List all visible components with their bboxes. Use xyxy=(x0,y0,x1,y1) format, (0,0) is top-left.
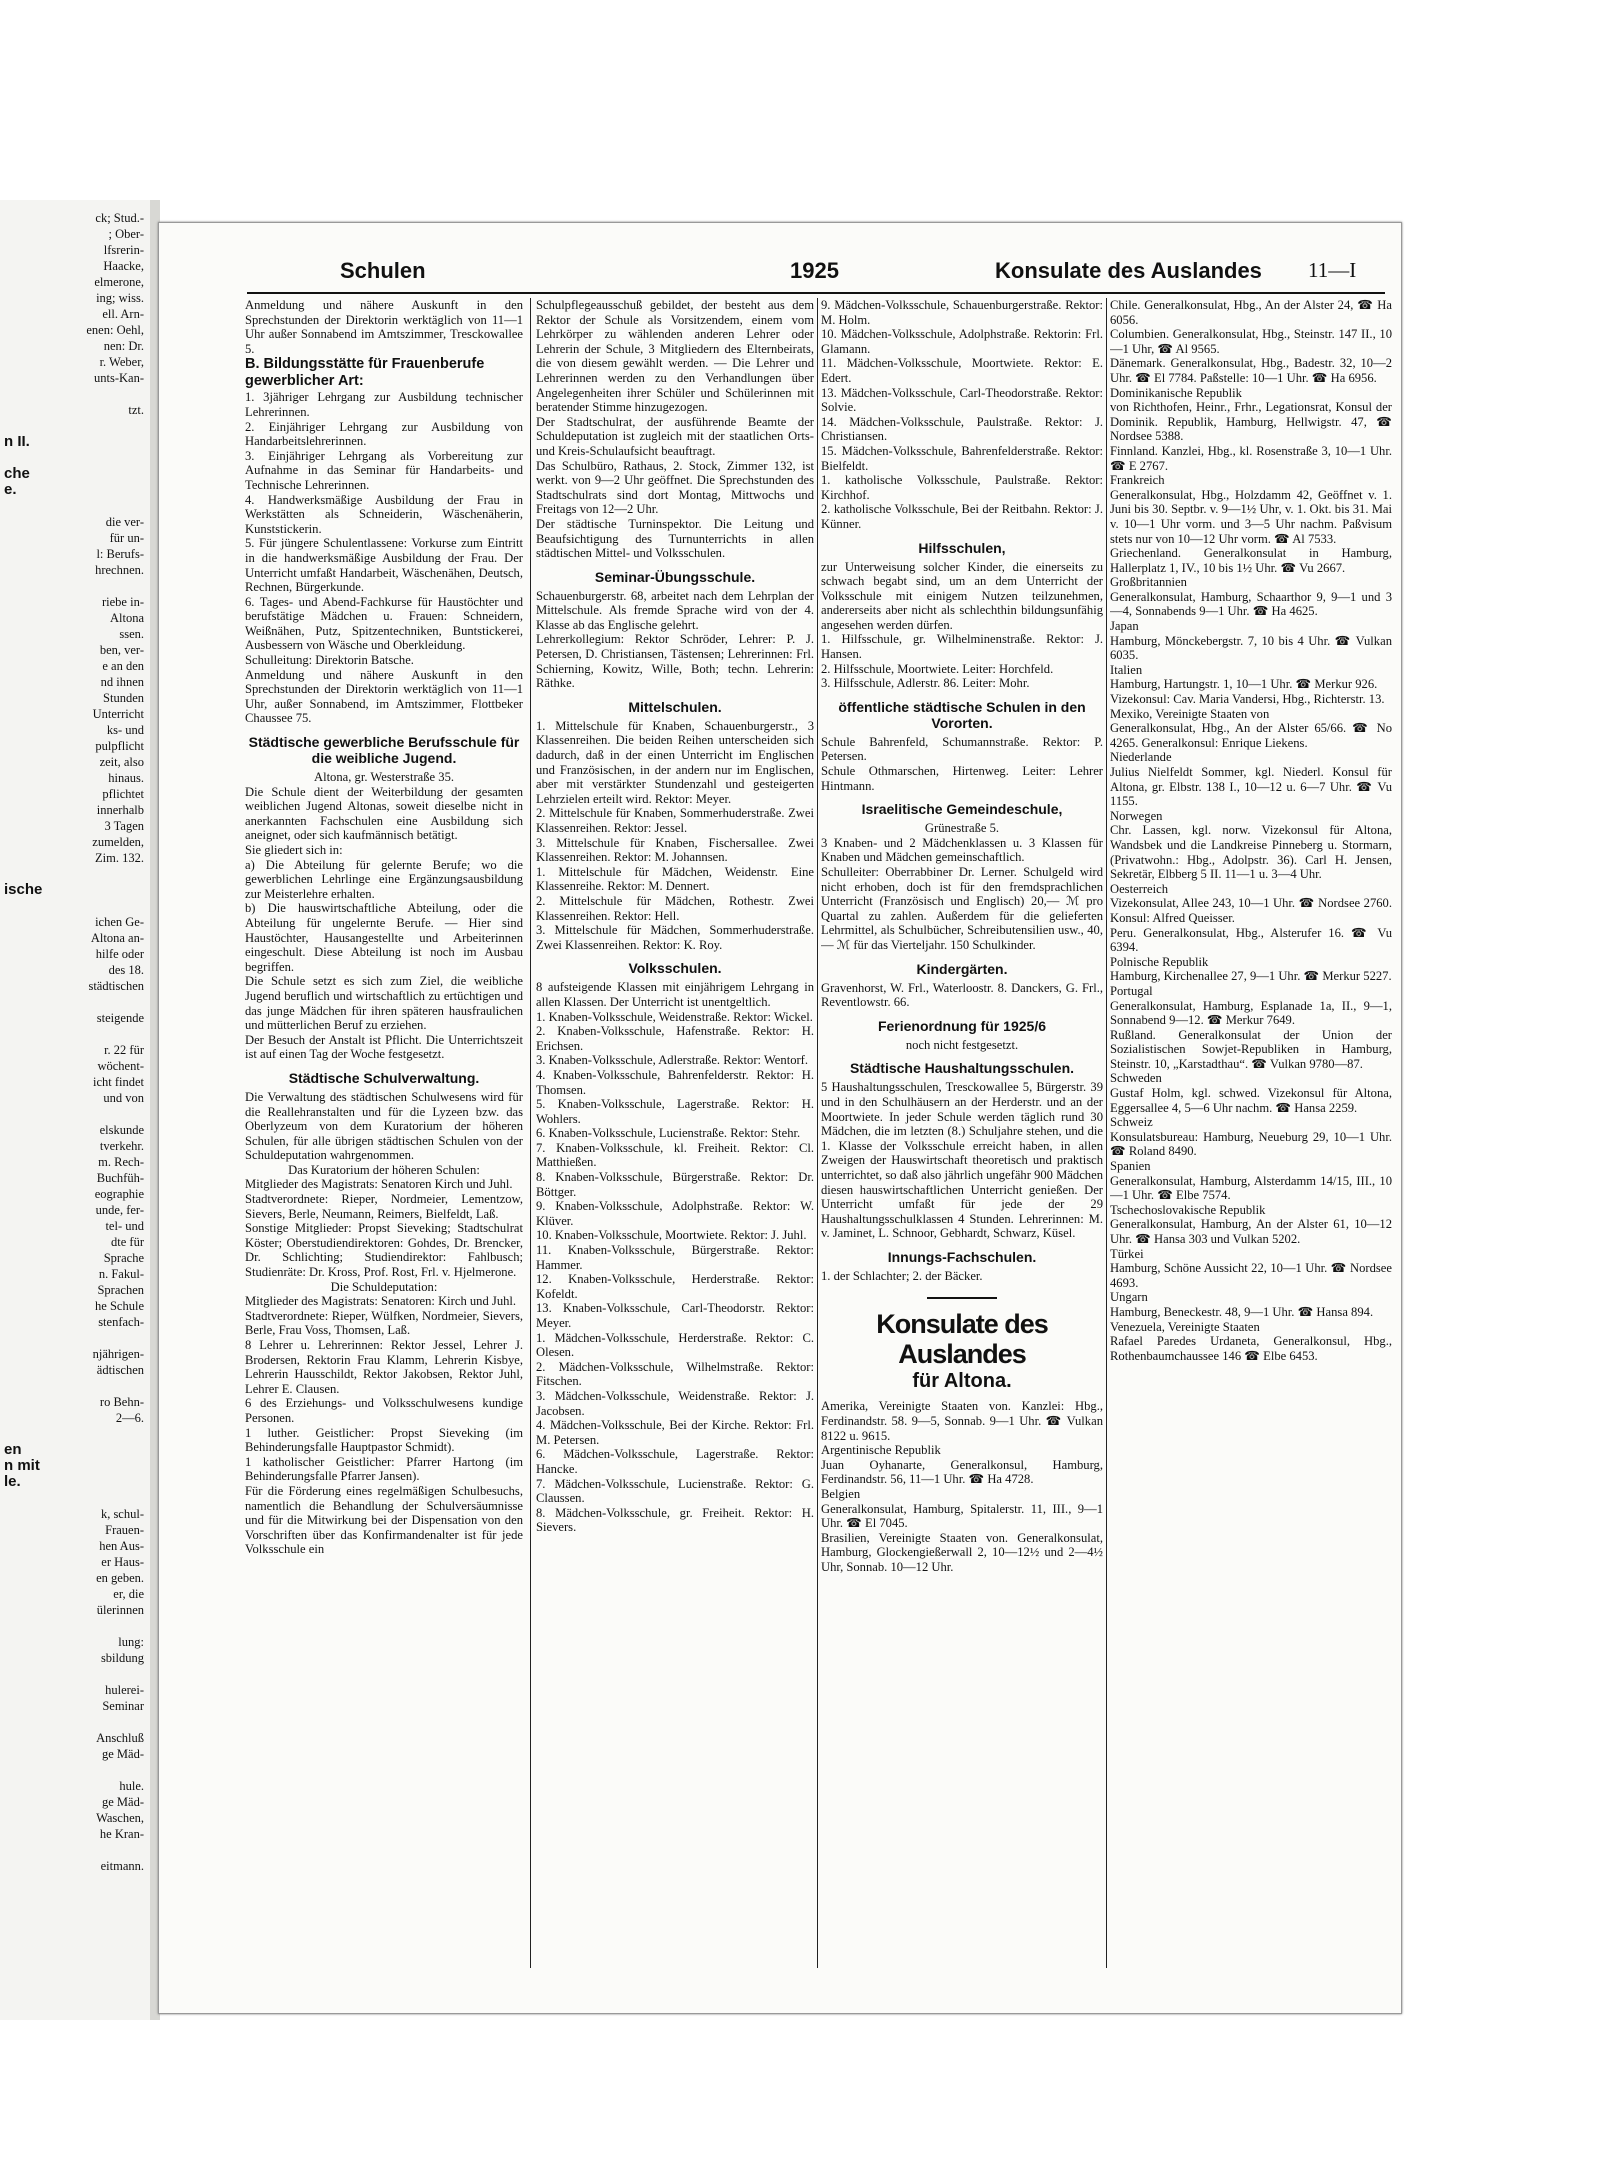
previous-page-line: ische xyxy=(4,882,43,898)
paragraph: Belgien xyxy=(821,1487,861,1502)
paragraph: Japan xyxy=(1110,619,1139,634)
header-year: 1925 xyxy=(790,258,839,283)
paragraph: 2. Mittelschule für Knaben, Sommerhuderstraße. Zwei Klassenreihen. Rektor: Jessel. xyxy=(536,806,814,835)
previous-page-line: zeit, also xyxy=(99,755,144,769)
previous-page-line xyxy=(4,1842,144,1858)
paragraph: Der Besuch der Anstalt ist Pflicht. Die Unterrichtszeit ist auf einen Tag der Woche festgesetzt. xyxy=(245,1032,523,1062)
paragraph: 6 des Erziehungs- und Volksschulwesens kundige Personen. xyxy=(245,1396,523,1425)
previous-page-line: Anschluß xyxy=(96,1731,144,1745)
paragraph: Lehrerkollegium: Rektor Schröder, Lehrer: P. J. Petersen, D. Christiansen, Tästensen; Lehrerinnen: Frl. Schierning, Kowitz, Wille, Both; techn. Lehrerin: Räthke. xyxy=(536,632,814,691)
previous-page-line: e an den xyxy=(102,659,144,673)
section-heading: Israelitische Gemeindeschule, xyxy=(861,801,1063,818)
previous-page-line: ben, ver- xyxy=(99,643,144,657)
previous-page-line: Sprachen xyxy=(97,1283,144,1297)
paragraph: Chr. Lassen, kgl. norw. Vizekonsul für Altona, Wandsbek und die Landkreise Pinneberg u. Stormarn, (Privatwohn.: Hbg., Adolpstr. 36). Carl H. Jensen, Sekretär, Elbberg 5 II. 11—1 u. 3—4 Uhr. xyxy=(1110,823,1392,882)
previous-page-line xyxy=(4,578,144,594)
previous-page-line: Seminar xyxy=(102,1699,144,1713)
paragraph: 3 Knaben- und 2 Mädchenklassen u. 3 Klassen für Knaben und Mädchen gemeinschaftlich. xyxy=(821,835,1103,865)
paragraph: 1. Mittelschule für Mädchen, Weidenstr. Eine Klassenreihe. Rektor: M. Dennert. xyxy=(536,864,814,894)
previous-page-text xyxy=(4,210,144,1874)
paragraph: 3. Mittelschule für Knaben, Fischersallee. Zwei Klassenreihen. Rektor: M. Johannsen. xyxy=(536,835,814,865)
paragraph: 7. Knaben-Volksschule, kl. Freiheit. Rektor: Cl. Matthießen. xyxy=(536,1140,814,1170)
paragraph: 4. Handwerksmäßige Ausbildung der Frau in Werkstätten als Schneiderin, Wäschenäherin, Kunststickerin. xyxy=(245,492,523,536)
paragraph: Schulleiter: Oberrabbiner Dr. Lerner. Schulgeld wird nicht erhoben, doch ist für den fremdsprachlichen Unterricht (Französisch und Englisch) 20,— ℳ pro Quartal zu zahlen. Außerdem für die gelieferten Lehrmittel, als Schulbücher, Schreibutensilien usw., 40,— ℳ für das Vierteljahr. 150 Schulkinder. xyxy=(821,865,1103,952)
paragraph: 7. Mädchen-Volksschule, Lucienstraße. Rektor: G. Claussen. xyxy=(536,1476,814,1506)
paragraph: 2. Knaben-Volksschule, Hafenstraße. Rektor: H. Erichsen. xyxy=(536,1024,814,1053)
previous-page-line: Frauen- xyxy=(105,1523,144,1537)
section-heading: Städtische gewerbliche Berufsschule für die weibliche Jugend. xyxy=(248,734,520,767)
previous-page-line xyxy=(4,1714,144,1730)
previous-page-line: Buchfüh- xyxy=(96,1171,144,1185)
previous-page-line: enen: Oehl, xyxy=(86,323,144,337)
previous-page-line: Unterricht xyxy=(92,707,144,721)
paragraph: zur Unterweisung solcher Kinder, die einerseits zu schwach begabt sind, um an dem Unterricht der Volksschule mit einigem Nutzen teilzunehmen, andererseits aber nicht als schlechthin bildungsunfähig angesehen werden dürfen. xyxy=(821,559,1103,632)
previous-page-line: nen: Dr. xyxy=(103,339,144,353)
paragraph: Generalkonsulat, Hamburg, Alsterdamm 14/15, III., 10—1 Uhr. ☎ Elbe 7574. xyxy=(1110,1173,1392,1203)
paragraph: Anmeldung und nähere Auskunft in den Sprechstunden der Direktorin werktäglich von 11—1 Uhr außer Sonnabend im Amtszimmer, Tresckowallee 5. xyxy=(245,298,523,356)
column-divider xyxy=(817,298,818,1968)
previous-page-line: des 18. xyxy=(108,963,144,977)
previous-page-line: sbildung xyxy=(100,1651,144,1665)
paragraph: 3. Knaben-Volksschule, Adlerstraße. Rektor: Wentorf. xyxy=(536,1053,809,1068)
header-rule xyxy=(247,292,1385,294)
paragraph: Die Verwaltung des städtischen Schulwesens wird für die Reallehranstalten und für die Lyzeen bzw. das Oberlyzeum von dem Kuratorium der höheren Schulen, für alle übrigen städtischen Schulen von der Schuldeputation wahrgenommen. xyxy=(245,1089,523,1163)
column-2 xyxy=(536,298,814,1978)
paragraph: Dominikanische Republik xyxy=(1110,385,1242,400)
paragraph: Chile. Generalkonsulat, Hbg., An der Alster 24, ☎ Ha 6056. xyxy=(1110,298,1392,327)
previous-page-line xyxy=(4,898,144,914)
paragraph: 14. Mädchen-Volksschule, Paulstraße. Rektor: J. Christiansen. xyxy=(821,414,1103,444)
previous-page-line: lfsrerin- xyxy=(103,243,144,257)
centered-line: Das Kuratorium der höheren Schulen: xyxy=(288,1162,480,1177)
paragraph: Generalkonsulat, Hamburg, An der Alster 61, 10—12 Uhr. ☎ Hansa 303 und Vulkan 5202. xyxy=(1110,1217,1392,1246)
paragraph: Sie gliedert sich in: xyxy=(245,843,343,857)
paragraph: 11. Mädchen-Volksschule, Moortwiete. Rektor: E. Edert. xyxy=(821,356,1103,385)
paragraph: 1 katholischer Geistlicher: Pfarrer Hartong (im Behinderungsfalle Pfarrer Jansen). xyxy=(245,1454,523,1484)
previous-page-line xyxy=(4,1762,144,1778)
previous-page-line: er, die xyxy=(113,1587,144,1601)
paragraph: Julius Nielfeldt Sommer, kgl. Niederl. Konsul für Altona, gr. Elbstr. 138 I., 10—12 u. 6—7 Uhr. ☎ Vu 1155. xyxy=(1110,765,1392,809)
paragraph: 8. Knaben-Volksschule, Bürgerstraße. Rektor: Dr. Böttger. xyxy=(536,1170,814,1199)
paragraph: 3. Mittelschule für Mädchen, Sommerhuderstraße. Zwei Klassenreihen. Rektor: K. Roy. xyxy=(536,923,814,952)
previous-page-line: m. Rech- xyxy=(98,1155,144,1169)
previous-page-line: hinaus. xyxy=(108,771,144,785)
paragraph: 4. Mädchen-Volksschule, Bei der Kirche. Rektor: Frl. M. Petersen. xyxy=(536,1418,814,1447)
paragraph: Mitglieder des Magistrats: Senatoren Kirch und Juhl. xyxy=(245,1177,513,1192)
paragraph: Schweiz xyxy=(1110,1115,1153,1130)
paragraph: Rußland. Generalkonsulat der Union der Sozialistischen Sowjet-Republiken in Hamburg, Steinstr. 10, „Karstadthau“. ☎ Vulkan 9780—87. xyxy=(1110,1027,1392,1071)
paragraph: Konsulatsbureau: Hamburg, Neueburg 29, 10—1 Uhr. ☎ Roland 8490. xyxy=(1110,1129,1392,1159)
previous-page-line: ge Mäd- xyxy=(102,1795,144,1809)
previous-page-line: ge Mäd- xyxy=(102,1747,144,1761)
paragraph: Argentinische Republik xyxy=(821,1443,941,1458)
previous-page-line: städtischen xyxy=(88,979,144,993)
centered-line: Die Schuldeputation: xyxy=(330,1279,438,1294)
paragraph: 10. Mädchen-Volksschule, Adolphstraße. Rektorin: Frl. Glamann. xyxy=(821,327,1103,356)
previous-page-line: hilfe oder xyxy=(95,947,144,961)
paragraph: Hamburg, Hartungstr. 1, 10—1 Uhr. ☎ Merkur 926. xyxy=(1110,677,1378,692)
previous-page-line: ing; wiss. xyxy=(96,291,144,305)
paragraph: von Richthofen, Heinr., Frhr., Legationsrat, Konsul der Dominik. Republik, Hamburg, Hellwigstr. 47, ☎ Nordsee 5388. xyxy=(1110,400,1392,444)
paragraph: Hamburg, Schöne Aussicht 22, 10—1 Uhr. ☎ Nordsee 4693. xyxy=(1110,1261,1392,1290)
previous-page-line: hule. xyxy=(119,1779,144,1793)
previous-page-line: hulerei- xyxy=(105,1683,144,1697)
previous-page-line: icht findet xyxy=(92,1075,144,1089)
paragraph: 1 luther. Geistlicher: Propst Sieveking (im Behinderungsfalle Hauptpastor Schmidt). xyxy=(245,1425,523,1455)
previous-page-line: r. Weber, xyxy=(99,355,144,369)
previous-page-line: elmerone, xyxy=(94,275,144,289)
paragraph: Großbritannien xyxy=(1110,575,1187,590)
previous-page-line: steigende xyxy=(96,1011,144,1025)
paragraph: 1. katholische Volksschule, Paulstraße. Rektor: Kirchhof. xyxy=(821,473,1103,502)
paragraph: 11. Knaben-Volksschule, Bürgerstraße. Rektor: Hammer. xyxy=(536,1243,814,1272)
paragraph: Amerika, Vereinigte Staaten von. Kanzlei: Hbg., Ferdinandstr. 58. 9—5, Sonnab. 9—1 Uhr. ☎ Vulkan 8122 u. 9615. xyxy=(821,1399,1103,1443)
paragraph: 1. der Schlachter; 2. der Bäcker. xyxy=(821,1268,983,1283)
previous-page-line xyxy=(4,994,144,1010)
column-1 xyxy=(245,298,523,1978)
section-heading: Hilfsschulen, xyxy=(918,539,1006,556)
previous-page-line xyxy=(4,1426,144,1442)
paragraph: b) Die hauswirtschaftliche Abteilung, oder die Abteilung für ungelernte Berufe. — Hier sind Haustöchter, Hausangestellte und Arbeiterinnen eingeschult. Diese Abteilung ist noch im Ausbau begriffen. xyxy=(245,901,523,974)
previous-page-line xyxy=(4,1026,144,1042)
paragraph: Frankreich xyxy=(1110,473,1165,488)
previous-page-line: ck; Stud.- xyxy=(95,211,144,225)
column-4 xyxy=(1110,298,1392,1978)
previous-page-line: eitmann. xyxy=(100,1859,144,1873)
centered-line: Grünestraße 5. xyxy=(924,821,1000,836)
section-heading: Mittelschulen. xyxy=(628,698,722,715)
previous-page-line: 2—6. xyxy=(115,1411,144,1425)
paragraph: Oesterreich xyxy=(1110,881,1169,896)
paragraph: Der städtische Turninspektor. Die Leitung und Beaufsichtigung des Turnunterrichts in allen städtischen Mittel- und Volksschulen. xyxy=(536,516,814,561)
previous-page-line: wöchent- xyxy=(97,1059,144,1073)
paragraph: Schule Bahrenfeld, Schumannstraße. Rektor: P. Petersen. xyxy=(821,734,1103,764)
previous-page-line: Haacke, xyxy=(103,259,144,273)
previous-page-line: ell. Arn- xyxy=(102,307,144,321)
previous-page-line: che xyxy=(4,466,30,482)
previous-page-line xyxy=(4,498,144,514)
previous-page-line: tel- und xyxy=(105,1219,144,1233)
paragraph: Schule Othmarschen, Hirtenweg. Leiter: Lehrer Hintmann. xyxy=(821,764,1103,793)
section-heading: Seminar-Übungsschule. xyxy=(594,568,756,585)
previous-page-line: er Haus- xyxy=(101,1555,144,1569)
previous-page-line: die ver- xyxy=(105,515,144,529)
paragraph: 12. Knaben-Volksschule, Herderstraße. Rektor: Kofeldt. xyxy=(536,1272,814,1301)
previous-page-line: riebe in- xyxy=(102,595,144,609)
paragraph: Sonstige Mitglieder: Propst Sieveking; Stadtschulrat Köster; Oberstudiendirektoren: Gohdes, Dr. Brencker, Dr. Schlichting; Studiendirektor: Fahlbusch; Studienräte: Dr. Kross, Prof. Rost, Frl. v. Hjelmerone. xyxy=(245,1221,523,1280)
previous-page-line: ; Ober- xyxy=(108,227,144,241)
paragraph: Dänemark. Generalkonsulat, Hbg., Badestr. 32, 10—2 Uhr. ☎ El 7784. Paßstelle: 10—1 Uhr. ☎ Ha 6956. xyxy=(1110,356,1392,385)
centered-line: noch nicht festgesetzt. xyxy=(905,1037,1019,1052)
paragraph: Generalkonsulat, Hamburg, Schaarthor 9, 9—1 und 3—4, Sonnabends 9—1 Uhr. ☎ Ha 4625. xyxy=(1110,589,1392,619)
previous-page-line: ro Behn- xyxy=(99,1395,144,1409)
column-divider xyxy=(530,298,531,1968)
previous-page-line: tzt. xyxy=(128,403,144,417)
previous-page-line: Zim. 132. xyxy=(95,851,144,865)
paragraph: Finnland. Kanzlei, Hbg., kl. Rosenstraße 3, 10—1 Uhr. ☎ E 2767. xyxy=(1110,443,1392,473)
paragraph: Hamburg, Beneckestr. 48, 9—1 Uhr. ☎ Hansa 894. xyxy=(1110,1304,1374,1319)
paragraph: 3. Mädchen-Volksschule, Weidenstraße. Rektor: J. Jacobsen. xyxy=(536,1388,814,1418)
previous-page-line: he Schule xyxy=(95,1299,144,1313)
paragraph: Anmeldung und nähere Auskunft in den Sprechstunden der Direktorin werktäglich von 11—1 Uhr, außer Sonnabend, im Amtszimmer, Flottbeker Chaussee 75. xyxy=(245,667,523,726)
previous-page-line: Altona an- xyxy=(90,931,144,945)
paragraph: Niederlande xyxy=(1110,750,1172,765)
previous-page-line: e. xyxy=(4,482,17,498)
paragraph: Die Schule dient der Weiterbildung der gesamten weiblichen Jugend Altonas, soweit dieselbe nicht in anerkannten Fachschulen eine Ausbildung sich aneignet, oder sich kaufmännisch betätigt. xyxy=(245,784,523,843)
paragraph: Generalkonsulat, Hbg., Holzdamm 42, Geöffnet v. 1. Juni bis 30. Septbr. v. 9—1½ Uhr, v. 1. Okt. bis 31. Mai v. 10—1 Uhr vorm. und 3—5 Uhr nachm. Paßvisum stets nur von 10—12 Uhr vorm. ☎ Al 7533. xyxy=(1110,487,1392,546)
previous-page-line xyxy=(4,1378,144,1394)
paragraph: Juan Oyhanarte, Generalkonsul, Hamburg, Ferdinandstr. 56, 11—1 Uhr. ☎ Ha 4728. xyxy=(821,1457,1103,1487)
paragraph: 15. Mädchen-Volksschule, Bahrenfelderstraße. Rektor: Bielfeldt. xyxy=(821,443,1103,473)
paragraph: Die Schule setzt es sich zum Ziel, die weibliche Jugend beruflich und wirtschaftlich zu ertüchtigen und das junge Mädchen für ihren späteren hausfraulichen und mütterlichen Beruf zu erziehen. xyxy=(245,974,523,1033)
previous-page-line: ädtischen xyxy=(96,1363,144,1377)
bold-heading: B. Bildungsstätte für Frauenberufe gewerblicher Art: xyxy=(245,356,485,390)
previous-page-line: unde, fer- xyxy=(95,1203,144,1217)
previous-page-line xyxy=(4,1330,144,1346)
previous-page-line: unts-Kan- xyxy=(94,371,144,385)
previous-page-line: n. Fakul- xyxy=(98,1267,144,1281)
previous-page-line: Altona xyxy=(109,611,144,625)
paragraph: Schulleitung: Direktorin Batsche. xyxy=(245,653,414,668)
previous-page-line: ssen. xyxy=(119,627,144,641)
paragraph: Mitglieder des Magistrats: Senatoren: Kirch und Juhl. xyxy=(245,1294,517,1309)
paragraph: 2. Mittelschule für Mädchen, Rothestr. Zwei Klassenreihen. Rektor: Hell. xyxy=(536,893,814,923)
paragraph: a) Die Abteilung für gelernte Berufe; wo die gewerblichen Lehrlinge eine Ergänzungsausbildung zur Meisterlehre erhalten. xyxy=(245,857,523,901)
previous-page-line: dte für xyxy=(111,1235,144,1249)
paragraph: Für die Förderung eines regelmäßigen Schulbesuchs, namentlich die Behandlung der Schulversäumnisse und für die Mitwirkung bei der Dispensation von den Vorschriften über das Konfirmandenalter ist für jede Volksschule ein xyxy=(245,1483,523,1557)
column-divider xyxy=(1106,298,1107,1968)
paragraph: 8 aufsteigende Klassen mit einjährigem Lehrgang in allen Klassen. Der Unterricht ist unentgeltlich. xyxy=(536,980,814,1009)
paragraph: Generalkonsulat, Hamburg, Spitalerstr. 11, III., 9—1 Uhr. ☎ El 7045. xyxy=(821,1501,1103,1531)
paragraph: Spanien xyxy=(1110,1159,1151,1174)
previous-page-line: Sprache xyxy=(103,1251,144,1265)
previous-page-line xyxy=(4,386,144,402)
previous-page-line: Stunden xyxy=(103,691,144,705)
paragraph: Schauenburgerstr. 68, arbeitet nach dem Lehrplan der Mittelschule. Als fremde Sprache wird von der 4. Klasse ab das Englische gelehrt. xyxy=(536,588,814,632)
paragraph: Generalkonsulat, Hbg., An der Alster 65/66. ☎ No 4265. Generalkonsul: Enrique Liekens. xyxy=(1110,721,1392,750)
previous-page-line: pulpflicht xyxy=(95,739,144,753)
previous-page-line: njährigen- xyxy=(92,1347,144,1361)
paragraph: 8 Lehrer u. Lehrerinnen: Rektor Jessel, Lehrer J. Brodersen, Rektorin Frau Klamm, Lehrerin Kisbye, Lehrerin Hausschildt, Rektor Jakobsen, Rektor Juhl, Lehrer E. Clausen. xyxy=(245,1338,523,1396)
previous-page-line: zumelden, xyxy=(92,835,144,849)
section-title: Konsulate des Auslandes xyxy=(876,1309,1048,1370)
previous-page-line xyxy=(4,1106,144,1122)
previous-page-line: en xyxy=(4,1442,22,1458)
header-section-left: Schulen xyxy=(340,258,426,283)
paragraph: 8. Mädchen-Volksschule, gr. Freiheit. Rektor: H. Sievers. xyxy=(536,1505,814,1535)
paragraph: 1. 3jähriger Lehrgang zur Ausbildung technischer Lehrerinnen. xyxy=(245,390,523,419)
previous-page-line: le. xyxy=(4,1474,21,1490)
section-subtitle: für Altona. xyxy=(912,1370,1012,1393)
previous-page-line: hen Aus- xyxy=(99,1539,144,1553)
previous-page-line xyxy=(4,450,144,466)
previous-page-line: pflichtet xyxy=(102,787,144,801)
previous-page-line: innerhalb xyxy=(96,803,144,817)
previous-page-line: Waschen, xyxy=(96,1811,144,1825)
paragraph: Vizekonsul: Cav. Maria Vandersi, Hbg., Richterstr. 13. xyxy=(1110,692,1385,707)
paragraph: Portugal xyxy=(1110,983,1153,998)
paragraph: 13. Mädchen-Volksschule, Carl-Theodorstraße. Rektor: Solvie. xyxy=(821,385,1103,415)
paragraph: Venezuela, Vereinigte Staaten xyxy=(1110,1319,1260,1334)
previous-page-line xyxy=(4,1666,144,1682)
previous-page-line: elskunde xyxy=(99,1123,144,1137)
paragraph: Columbien. Generalkonsulat, Hbg., Steinstr. 147 II., 10—1 Uhr, ☎ Al 9565. xyxy=(1110,327,1392,356)
paragraph: Tschechoslovakische Republik xyxy=(1110,1202,1266,1217)
paragraph: Schulpflegeausschuß gebildet, der besteht aus dem Rektor der Schule als Vorsitzendem, einem vom Lehrkörper zu wählenden anderen Lehrer oder Lehrerin der Schule, 3 Mitgliedern des Elternbeirats, die von diesem gewählt werden. — Die Lehrer und Lehrerinnen werden zu den Verhandlungen über Angelegenheiten ihrer Schüler und Schülerinnen mit beratender Stimme hinzugezogen. xyxy=(536,298,814,415)
paragraph: Norwegen xyxy=(1110,808,1163,823)
previous-page-line: he Kran- xyxy=(99,1827,144,1841)
paragraph: Mexiko, Vereinigte Staaten von xyxy=(1110,706,1270,721)
paragraph: 10. Knaben-Volksschule, Moortwiete. Rektor: J. Juhl. xyxy=(536,1228,807,1243)
paragraph: Der Stadtschulrat, der ausführende Beamte der Schuldeputation ist zugleich mit der staatlichen Orts- und Kreis-Schulaufsicht beauftragt. xyxy=(536,414,814,458)
previous-page-line xyxy=(4,1618,144,1634)
paragraph: 6. Tages- und Abend-Fachkurse für Haustöchter und berufstätige Mädchen u. Frauen: Schneidern, Weißnähen, Putz, Spitzentechniken, Buntstickerei, Ausbessern von Wäsche und Oberkleidung. xyxy=(245,594,523,653)
paragraph: Das Schulbüro, Rathaus, 2. Stock, Zimmer 132, ist werkt. von 9—2 Uhr geöffnet. Die Sprechstunden des Stadtschulrats sind dort Montag, Mittwochs und Freitags von 12—2 Uhr. xyxy=(536,458,814,517)
previous-page-line: und von xyxy=(103,1091,144,1105)
paragraph: 6. Knaben-Volksschule, Lucienstraße. Rektor: Stehr. xyxy=(536,1126,801,1141)
paragraph: 3. Hilfsschule, Adlerstr. 86. Leiter: Mohr. xyxy=(821,676,1030,691)
previous-page-line: ichen Ge- xyxy=(95,915,144,929)
paragraph: 13. Knaben-Volksschule, Carl-Theodorstr. Rektor: Meyer. xyxy=(536,1301,814,1330)
section-heading: Ferienordnung für 1925/6 xyxy=(877,1017,1047,1034)
previous-page-line: r. 22 für xyxy=(104,1043,144,1057)
paragraph: 4. Knaben-Volksschule, Bahrenfelderstr. Rektor: H. Thomsen. xyxy=(536,1067,814,1097)
paragraph: 3. Einjähriger Lehrgang als Vorbereitung zur Aufnahme in das Seminar für Handarbeits- und Technische Lehrerinnen. xyxy=(245,448,523,492)
previous-page-line: 3 Tagen xyxy=(104,819,144,833)
paragraph: Griechenland. Generalkonsulat in Hamburg, Hallerplatz 1, IV., 10 bis 1½ Uhr. ☎ Vu 2667. xyxy=(1110,546,1392,575)
paragraph: 2. Einjähriger Lehrgang zur Ausbildung von Handarbeitslehrerinnen. xyxy=(245,419,523,449)
section-heading: Innungs-Fachschulen. xyxy=(887,1248,1037,1265)
previous-page-line: l: Berufs- xyxy=(96,547,144,561)
paragraph: Türkei xyxy=(1110,1246,1144,1261)
paragraph: 2. Hilfsschule, Moortwiete. Leiter: Horchfeld. xyxy=(821,661,1054,676)
paragraph: Schweden xyxy=(1110,1071,1162,1086)
section-separator xyxy=(927,1297,997,1299)
page-header xyxy=(300,258,1390,294)
previous-page-line: lung: xyxy=(118,1635,144,1649)
paragraph: 9. Knaben-Volksschule, Adolphstraße. Rektor: W. Klüver. xyxy=(536,1199,814,1228)
paragraph: 1. Mittelschule für Knaben, Schauenburgerstr., 3 Klassenreihen. Die beiden Reihen unterscheiden sich dadurch, daß in der einen Unterricht im Englischen und Französischen, in der andern nur im Englischen, aber mit verstärkter Stundenzahl und gesteigerten Lehrzielen erteilt wird. Rektor: Meyer. xyxy=(536,718,814,806)
previous-page-line: hrechnen. xyxy=(95,563,144,577)
paragraph: 6. Mädchen-Volksschule, Lagerstraße. Rektor: Hancke. xyxy=(536,1447,814,1476)
previous-page-line: für un- xyxy=(109,531,144,545)
section-heading: Volksschulen. xyxy=(628,960,722,977)
paragraph: 2. Mädchen-Volksschule, Wilhelmstraße. Rektor: Fitschen. xyxy=(536,1359,814,1389)
paragraph: 2. katholische Volksschule, Bei der Reitbahn. Rektor: J. Künner. xyxy=(821,502,1103,531)
previous-page-edge xyxy=(0,200,153,2020)
previous-page-line: k, schul- xyxy=(100,1507,144,1521)
paragraph: Brasilien, Vereinigte Staaten von. Generalkonsulat, Hamburg, Glockengießerwall 2, 10—12½ und 2—4½ Uhr, Sonnab. 10—12 Uhr. xyxy=(821,1530,1103,1574)
paragraph: Generalkonsulat, Hamburg, Esplanade 1a, II., 9—1, Sonnabend 9—12. ☎ Merkur 7649. xyxy=(1110,998,1392,1028)
section-heading: Städtische Haushaltungsschulen. xyxy=(849,1060,1075,1077)
centered-line: Altona, gr. Westerstraße 35. xyxy=(313,770,455,785)
previous-page-line xyxy=(4,866,144,882)
header-section-right: Konsulate des Auslandes xyxy=(995,258,1262,283)
previous-page-line: en geben. xyxy=(96,1571,144,1585)
previous-page-line: ks- und xyxy=(106,723,144,737)
previous-page-line xyxy=(4,1490,144,1506)
paragraph: Polnische Republik xyxy=(1110,954,1209,969)
paragraph: 9. Mädchen-Volksschule, Schauenburgerstraße. Rektor: M. Holm. xyxy=(821,298,1103,327)
section-heading: öffentliche städtische Schulen in den Vororten. xyxy=(838,698,1086,731)
paragraph: 1. Hilfsschule, gr. Wilhelminenstraße. Rektor: J. Hansen. xyxy=(821,632,1103,662)
paragraph: Italien xyxy=(1110,662,1143,677)
paragraph: Vizekonsulat, Allee 243, 10—1 Uhr. ☎ Nordsee 2760. Konsul: Alfred Queisser. xyxy=(1110,896,1392,925)
previous-page-line: n mit xyxy=(4,1458,40,1474)
paragraph: Stadtverordnete: Rieper, Wülfken, Nordmeier, Sievers, Berle, Frau Voss, Thomsen, Laß. xyxy=(245,1308,523,1338)
paragraph: Peru. Generalkonsulat, Hbg., Alsterufer 16. ☎ Vu 6394. xyxy=(1110,925,1392,955)
paragraph: 1. Knaben-Volksschule, Weidenstraße. Rektor: Wickel. xyxy=(536,1009,813,1024)
paragraph: 5 Haushaltungsschulen, Tresckowallee 5, Bürgerstr. 39 und in den Schulhäusern an der Herderstr. und an der Moortwiete. In jeder Schule werden täglich rund 30 Mädchen, die im letzten (8.) Schuljahre stehen, und die 1. Klasse der Volksschule erreicht haben, in allen Zweigen der Hauswirtschaft theoretisch und praktisch unterrichtet, so daß also jährlich ungefähr 900 Mädchen diesen hauswirtschaftlichen Unterricht genießen. Der Unterricht umfaßt für jede der 29 Haushaltungsschulklassen 4 Stunden. Lehrerinnen: M. v. Jaminet, L. Schnoor, Gebhardt, Schwarz, Küsel. xyxy=(821,1080,1103,1241)
section-heading: Kindergärten. xyxy=(916,960,1008,977)
previous-page-line xyxy=(4,418,144,434)
paragraph: Ungarn xyxy=(1110,1290,1148,1305)
previous-page-line: n II. xyxy=(4,434,30,450)
section-heading: Städtische Schulverwaltung. xyxy=(288,1069,480,1086)
previous-page-line: tverkehr. xyxy=(99,1139,144,1153)
paragraph: Gustaf Holm, kgl. schwed. Vizekonsul für Altona, Eggersallee 4, 5—6 Uhr nachm. ☎ Hansa 2259. xyxy=(1110,1086,1392,1115)
paragraph: 5. Für jüngere Schulentlassene: Vorkurse zum Eintritt in die handwerksmäßige Ausbildung der Frau. Der Unterricht umfaßt Handarbeit, Wäschenähen, Deutsch, Rechnen, Bürgerkunde. xyxy=(245,536,523,595)
column-3 xyxy=(821,298,1103,1978)
page-number: 11—I xyxy=(1308,258,1357,282)
paragraph: Stadtverordnete: Rieper, Nordmeier, Lementzow, Sievers, Berle, Neumann, Reimers, Bielfeldt, Laß. xyxy=(245,1192,523,1221)
paragraph: Hamburg, Mönckebergstr. 7, 10 bis 4 Uhr. ☎ Vulkan 6035. xyxy=(1110,633,1392,663)
previous-page-line: ülerinnen xyxy=(96,1603,144,1617)
previous-page-line: eographie xyxy=(94,1187,144,1201)
paragraph: 5. Knaben-Volksschule, Lagerstraße. Rektor: H. Wohlers. xyxy=(536,1097,814,1126)
paragraph: Hamburg, Kirchenallee 27, 9—1 Uhr. ☎ Merkur 5227. xyxy=(1110,969,1392,984)
previous-page-line: nd ihnen xyxy=(100,675,144,689)
paragraph: Rafael Paredes Urdaneta, Generalkonsul, Hbg., Rothenbaumchaussee 146 ☎ Elbe 6453. xyxy=(1110,1334,1392,1363)
paragraph: 1. Mädchen-Volksschule, Herderstraße. Rektor: C. Olesen. xyxy=(536,1330,814,1360)
paragraph: Gravenhorst, W. Frl., Waterloostr. 8. Danckers, G. Frl., Reventlowstr. 66. xyxy=(821,980,1103,1010)
previous-page-line: stenfach- xyxy=(98,1315,144,1329)
